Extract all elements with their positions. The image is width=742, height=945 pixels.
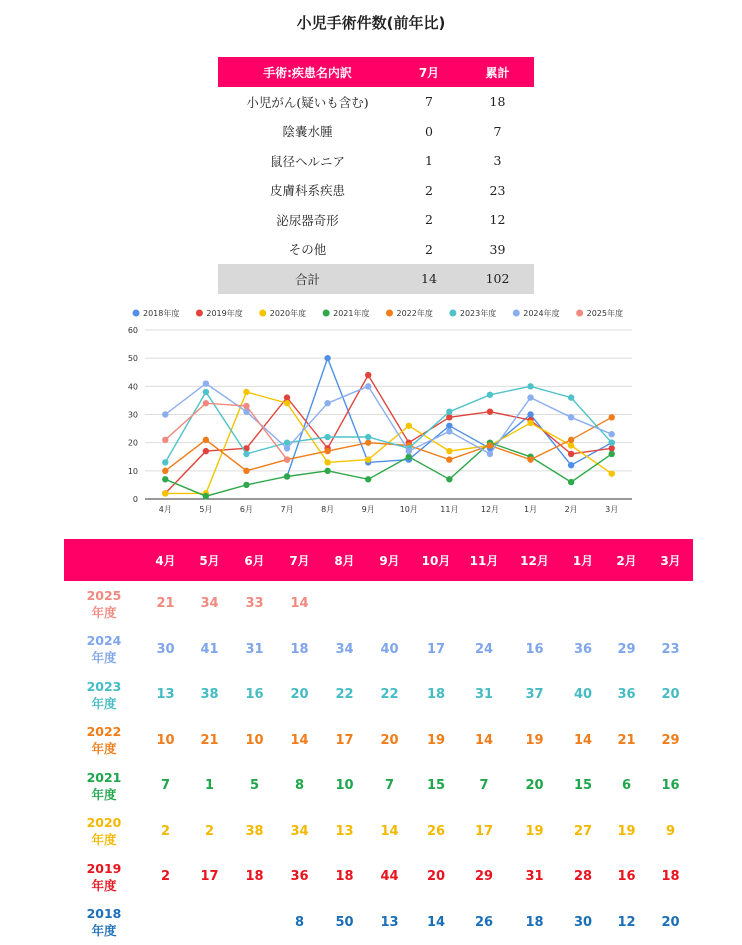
summary-total-cell: 102 [461,264,534,294]
value-cell: 14 [367,809,412,855]
legend-marker [386,310,393,317]
year-row [64,900,693,945]
value-cell: 21 [144,581,187,627]
data-point [406,448,412,454]
value-cell: 28 [561,854,605,900]
value-cell: 10 [322,763,367,809]
data-point [609,470,615,476]
value-cell: 10 [232,718,277,764]
year-row [64,672,693,718]
summary-row [218,146,534,176]
value-cell: 24 [460,627,508,673]
value-cell: 8 [277,900,322,945]
value-cell: 19 [412,718,460,764]
value-cell: 18 [322,854,367,900]
series-line [165,417,611,471]
data-point [365,434,371,440]
y-tick-label: 20 [128,439,138,448]
value-cell [648,581,693,627]
legend-marker [449,310,456,317]
summary-total-cell: 合計 [218,264,397,294]
summary-cell: 7 [461,117,534,147]
data-point [487,408,493,414]
series-line [165,375,611,493]
summary-cell: 18 [461,87,534,117]
year-number: 2024 [64,632,144,649]
month-header: 9月 [367,539,412,581]
month-header: 3月 [648,539,693,581]
summary-header-cell: 累計 [461,57,534,87]
data-point [243,482,249,488]
value-cell: 44 [367,854,412,900]
y-tick-label: 60 [128,326,138,335]
data-point [284,394,290,400]
summary-row [218,176,534,206]
data-point [446,408,452,414]
value-cell: 13 [367,900,412,945]
data-point [365,439,371,445]
value-cell: 20 [412,854,460,900]
value-cell: 14 [277,718,322,764]
data-point [568,451,574,457]
data-point [284,445,290,451]
summary-cell: 12 [461,205,534,235]
value-cell: 2 [187,809,232,855]
value-cell: 14 [460,718,508,764]
year-label [64,627,144,673]
month-header: 5月 [187,539,232,581]
legend-label: 2019年度 [206,308,242,318]
month-header: 10月 [412,539,460,581]
data-point [487,392,493,398]
data-point [446,448,452,454]
value-cell: 30 [561,900,605,945]
summary-row [218,205,534,235]
value-cell: 20 [277,672,322,718]
data-point [609,414,615,420]
value-cell: 14 [412,900,460,945]
summary-cell: その他 [218,235,397,265]
data-point [162,468,168,474]
year-number: 2019 [64,860,144,877]
data-point [203,493,209,499]
data-point [243,389,249,395]
legend-label: 2022年度 [397,308,433,318]
data-point [324,434,330,440]
x-tick-label: 11月 [440,505,458,514]
value-cell: 2 [144,854,187,900]
value-cell: 14 [561,718,605,764]
value-cell: 18 [648,854,693,900]
series-line [165,386,611,462]
value-cell: 18 [508,900,561,945]
value-cell: 21 [605,718,648,764]
data-point [609,445,615,451]
x-tick-label: 9月 [362,505,375,514]
month-header: 1月 [561,539,605,581]
x-tick-label: 6月 [240,505,253,514]
value-cell: 34 [187,581,232,627]
data-point [487,442,493,448]
x-tick-label: 8月 [321,505,334,514]
value-cell: 36 [277,854,322,900]
value-cell: 18 [232,854,277,900]
year-row [64,809,693,855]
value-cell: 18 [277,627,322,673]
value-cell: 16 [232,672,277,718]
x-tick-label: 5月 [199,505,212,514]
data-point [324,400,330,406]
y-tick-label: 30 [128,411,138,420]
value-cell: 27 [561,809,605,855]
summary-table [218,57,534,294]
value-cell: 31 [460,672,508,718]
data-point [243,468,249,474]
monthly-header-corner [64,539,144,581]
x-tick-label: 3月 [605,505,618,514]
year-label [64,900,144,945]
data-point [446,428,452,434]
value-cell: 17 [460,809,508,855]
x-tick-label: 10月 [400,505,418,514]
year-label [64,763,144,809]
data-point [527,420,533,426]
data-point [609,439,615,445]
monthly-table-header [64,539,693,581]
value-cell: 34 [322,627,367,673]
value-cell: 15 [412,763,460,809]
summary-cell: 陰嚢水腫 [218,117,397,147]
value-cell: 10 [144,718,187,764]
legend-marker [259,310,266,317]
data-point [203,437,209,443]
data-point [162,476,168,482]
summary-cell: 3 [461,146,534,176]
data-point [527,383,533,389]
data-point [446,423,452,429]
month-header: 8月 [322,539,367,581]
value-cell: 29 [648,718,693,764]
legend-marker [576,310,583,317]
summary-header-cell: 手術:疾患名内訳 [218,57,397,87]
value-cell: 7 [367,763,412,809]
data-point [609,431,615,437]
value-cell: 41 [187,627,232,673]
data-point [527,411,533,417]
value-cell: 16 [648,763,693,809]
y-tick-label: 40 [128,382,138,391]
legend-marker [133,310,140,317]
value-cell: 8 [277,763,322,809]
month-header: 2月 [605,539,648,581]
value-cell [322,581,367,627]
y-tick-label: 0 [133,495,138,504]
summary-total-cell: 14 [397,264,461,294]
value-cell: 29 [460,854,508,900]
summary-cell: 23 [461,176,534,206]
data-point [243,451,249,457]
data-point [162,437,168,443]
value-cell [412,581,460,627]
year-suffix: 年度 [64,695,144,712]
value-cell: 16 [605,854,648,900]
value-cell: 38 [232,809,277,855]
data-point [162,411,168,417]
x-tick-label: 4月 [159,505,172,514]
data-point [568,442,574,448]
value-cell: 31 [508,854,561,900]
data-point [203,400,209,406]
data-point [568,479,574,485]
value-cell: 33 [232,581,277,627]
value-cell: 20 [508,763,561,809]
month-header: 12月 [508,539,561,581]
year-row [64,718,693,764]
data-point [203,380,209,386]
value-cell: 26 [460,900,508,945]
data-point [487,451,493,457]
summary-cell: 1 [397,146,461,176]
year-row [64,581,693,627]
data-point [568,462,574,468]
summary-cell: 39 [461,235,534,265]
summary-cell: 泌尿器奇形 [218,205,397,235]
year-label [64,581,144,627]
year-label [64,809,144,855]
value-cell: 7 [460,763,508,809]
value-cell: 7 [144,763,187,809]
value-cell: 17 [412,627,460,673]
data-point [568,394,574,400]
legend-label: 2023年度 [460,308,496,318]
summary-row [218,87,534,117]
month-header: 7月 [277,539,322,581]
value-cell: 13 [322,809,367,855]
value-cell: 17 [322,718,367,764]
month-header: 6月 [232,539,277,581]
value-cell: 22 [322,672,367,718]
page-title: 小児手術件数(前年比) [0,12,742,33]
year-number: 2020 [64,814,144,831]
value-cell: 19 [605,809,648,855]
year-number: 2022 [64,723,144,740]
data-point [162,490,168,496]
value-cell [187,900,232,945]
summary-cell: 皮膚科系疾患 [218,176,397,206]
year-suffix: 年度 [64,877,144,894]
x-tick-label: 12月 [481,505,499,514]
data-point [162,459,168,465]
year-suffix: 年度 [64,786,144,803]
data-point [365,372,371,378]
value-cell [232,900,277,945]
summary-total-row [218,264,534,294]
legend-marker [196,310,203,317]
year-suffix: 年度 [64,740,144,757]
legend-label: 2018年度 [143,308,179,318]
value-cell: 19 [508,718,561,764]
year-row [64,763,693,809]
value-cell: 34 [277,809,322,855]
data-point [324,468,330,474]
summary-cell: 2 [397,235,461,265]
data-point [609,451,615,457]
value-cell: 36 [605,672,648,718]
value-cell [460,581,508,627]
month-header: 4月 [144,539,187,581]
legend-marker [323,310,330,317]
summary-header-row [218,57,534,87]
month-header: 11月 [460,539,508,581]
x-tick-label: 7月 [280,505,293,514]
summary-row [218,235,534,265]
value-cell: 31 [232,627,277,673]
data-point [568,414,574,420]
value-cell: 20 [648,672,693,718]
value-cell: 18 [412,672,460,718]
data-point [243,403,249,409]
year-label [64,718,144,764]
year-label [64,854,144,900]
summary-header-cell: 7月 [397,57,461,87]
value-cell: 17 [187,854,232,900]
year-label [64,672,144,718]
value-cell: 40 [367,627,412,673]
value-cell: 22 [367,672,412,718]
year-suffix: 年度 [64,649,144,666]
value-cell: 13 [144,672,187,718]
value-cell: 23 [648,627,693,673]
value-cell [605,581,648,627]
series-line [165,443,611,497]
legend-marker [513,310,520,317]
legend-label: 2020年度 [270,308,306,318]
year-row [64,627,693,673]
x-tick-label: 1月 [524,505,537,514]
value-cell: 12 [605,900,648,945]
value-cell: 40 [561,672,605,718]
value-cell [561,581,605,627]
value-cell: 37 [508,672,561,718]
year-number: 2018 [64,905,144,922]
year-suffix: 年度 [64,604,144,621]
value-cell [367,581,412,627]
summary-cell: 0 [397,117,461,147]
value-cell: 30 [144,627,187,673]
value-cell: 6 [605,763,648,809]
data-point [324,355,330,361]
value-cell: 9 [648,809,693,855]
value-cell: 2 [144,809,187,855]
value-cell: 50 [322,900,367,945]
data-point [406,423,412,429]
value-cell: 15 [561,763,605,809]
data-point [284,400,290,406]
value-cell: 29 [605,627,648,673]
data-point [203,389,209,395]
data-point [365,383,371,389]
legend-label: 2025年度 [587,308,623,318]
data-point [365,476,371,482]
summary-cell: 2 [397,176,461,206]
value-cell: 1 [187,763,232,809]
data-point [284,456,290,462]
value-cell: 19 [508,809,561,855]
x-tick-label: 2月 [565,505,578,514]
summary-cell: 鼠径ヘルニア [218,146,397,176]
value-cell [508,581,561,627]
data-point [324,448,330,454]
legend-label: 2024年度 [523,308,559,318]
year-suffix: 年度 [64,831,144,848]
summary-cell: 2 [397,205,461,235]
legend-label: 2021年度 [333,308,369,318]
value-cell: 5 [232,763,277,809]
data-point [284,473,290,479]
data-point [568,437,574,443]
data-point [446,476,452,482]
year-number: 2023 [64,678,144,695]
data-point [406,454,412,460]
value-cell: 21 [187,718,232,764]
y-tick-label: 10 [128,467,138,476]
data-point [446,414,452,420]
data-point [446,456,452,462]
year-suffix: 年度 [64,922,144,939]
data-point [203,448,209,454]
year-row [64,854,693,900]
line-chart [110,300,640,522]
value-cell: 20 [367,718,412,764]
value-cell [144,900,187,945]
value-cell: 26 [412,809,460,855]
data-point [324,459,330,465]
summary-cell: 7 [397,87,461,117]
year-number: 2025 [64,587,144,604]
data-point [365,456,371,462]
value-cell: 14 [277,581,322,627]
value-cell: 16 [508,627,561,673]
summary-cell: 小児がん(疑いも含む) [218,87,397,117]
monthly-table [64,539,693,945]
data-point [527,456,533,462]
value-cell: 38 [187,672,232,718]
data-point [527,394,533,400]
value-cell: 20 [648,900,693,945]
value-cell: 36 [561,627,605,673]
y-tick-label: 50 [128,354,138,363]
year-number: 2021 [64,769,144,786]
summary-row [218,117,534,147]
